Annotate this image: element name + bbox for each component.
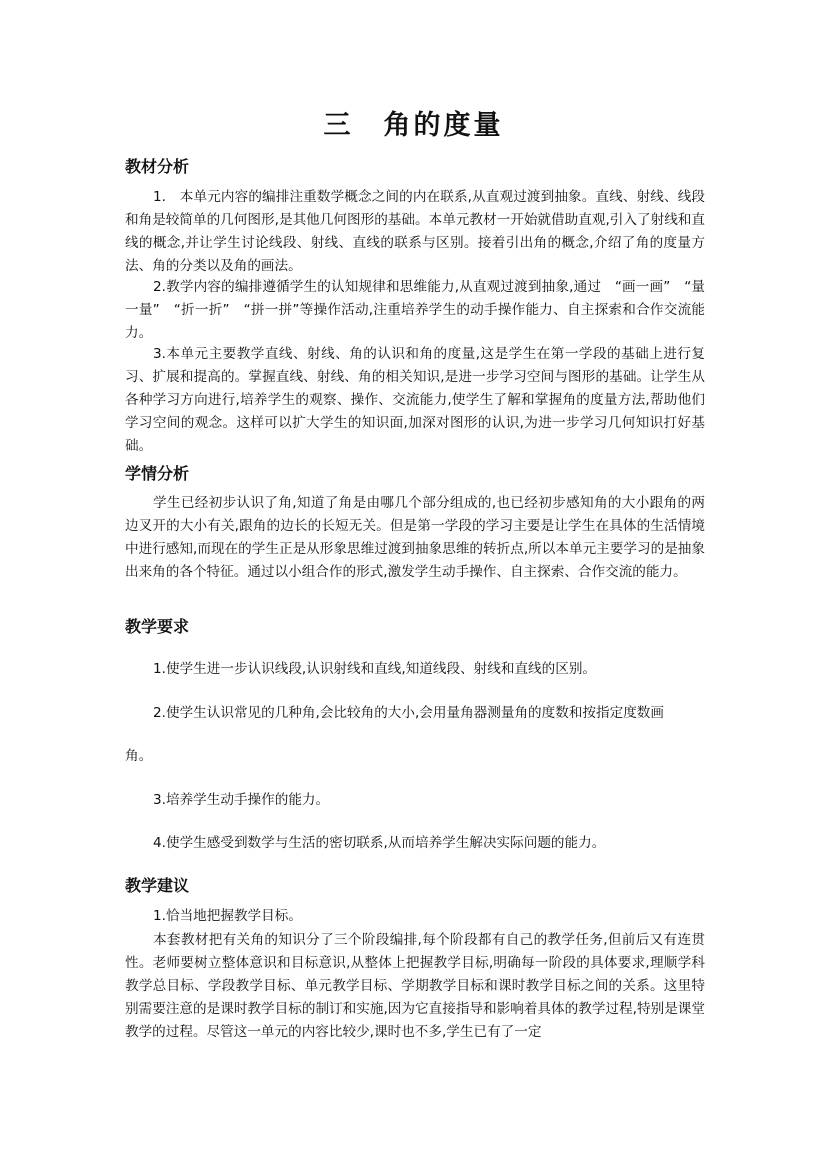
requirement-item-3: 3.培养学生动手操作的能力。 bbox=[153, 792, 330, 808]
heading-teaching-requirements: 教学要求 bbox=[125, 617, 190, 636]
requirement-item-2: 2.使学生认识常见的几种角,会比较角的大小,会用量角器测量角的度数和按指定度数画 bbox=[153, 705, 664, 721]
requirement-item-4: 4.使学生感受到数学与生活的密切联系,从而培养学生解决实际问题的能力。 bbox=[153, 835, 606, 851]
student-analysis-paragraph: 学生已经初步认识了角,知道了角是由哪几个部分组成的,也已经初步感知角的大小跟角的两边叉开的大小有关,跟角的边长的长短无关。但是第一学段的学习主要是让学生在具体的生活情境中进行感知,而现在的学生正是从形象思维过渡到抽象思维的转折点,所以本单元主要学习的是抽象出来角的各个特征。通过以小组合作的形式,激发学生动手操作、自主探索、合作交流的能力。 bbox=[125, 495, 705, 580]
suggestion-paragraph: 本套教材把有关角的知识分了三个阶段编排,每个阶段都有自己的教学任务,但前后又有连贯性。老师要树立整体意识和目标意识,从整体上把握教学目标,明确每一阶段的具体要求,理顺学科教学总目标、学段教学目标、单元教学目标、学期教学目标和课时教学目标之间的关系。这里特别需要注意的是课时教学目标的制订和实施,因为它直接指导和影响着具体的教学过程,特别是课堂教学的过程。尽管这一单元的内容比较少,课时也不多,学生已有了一定 bbox=[125, 932, 705, 1040]
suggestion-item-1: 1.恰当地把握教学目标。 bbox=[153, 908, 302, 924]
title-chapter-number: 三 bbox=[323, 110, 354, 141]
heading-material-analysis: 教材分析 bbox=[125, 157, 190, 176]
requirement-item-1: 1.使学生进一步认识线段,认识射线和直线,知道线段、射线和直线的区别。 bbox=[153, 661, 597, 677]
analysis-paragraph-2: 2.教学内容的编排遵循学生的认知规律和思维能力,从直观过渡到抽象,通过 “画一画” “量一量” “折一折” “拼一拼”等操作活动,注重培养学生的动手操作能力、自主探索和合作交流能力。 bbox=[125, 279, 705, 341]
analysis-paragraph-3: 3.本单元主要教学直线、射线、角的认识和角的度量,这是学生在第一学段的基础上进行复习、扩展和提高的。掌握直线、射线、角的相关知识,是进一步学习空间与图形的基础。让学生从各种学习方向进行,培养学生的观察、操作、交流能力,使学生了解和掌握角的度量方法,帮助他们学习空间的观念。这样可以扩大学生的知识面,加深对图形的认识,为进一步学习几何知识打好基础。 bbox=[125, 346, 705, 454]
page-title bbox=[0, 108, 827, 144]
requirement-item-2-continued: 角。 bbox=[125, 748, 153, 764]
heading-teaching-suggestions: 教学建议 bbox=[125, 876, 190, 895]
title-chapter-name: 角的度量 bbox=[383, 110, 504, 141]
heading-student-analysis: 学情分析 bbox=[125, 464, 190, 483]
analysis-paragraph-1: 1. 本单元内容的编排注重数学概念之间的内在联系,从直观过渡到抽象。直线、射线、线段和角是较简单的几何图形,是其他几何图形的基础。本单元教材一开始就借助直观,引入了射线和直线的概念,并让学生讨论线段、射线、直线的联系与区别。接着引出角的概念,介绍了角的度量方法、角的分类以及角的画法。 bbox=[125, 189, 705, 274]
